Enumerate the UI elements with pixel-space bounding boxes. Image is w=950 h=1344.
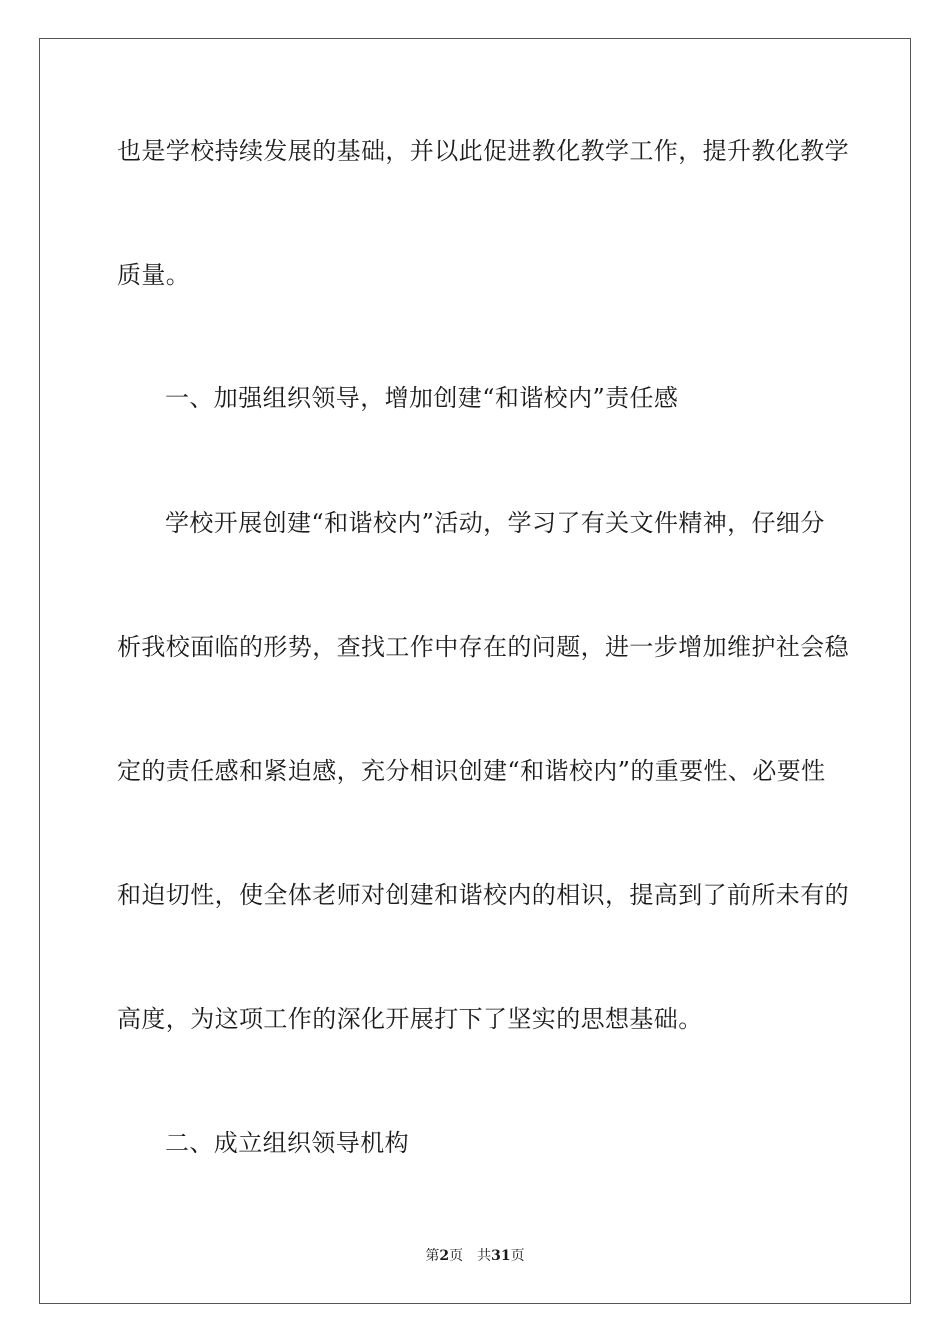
page-prefix: 第	[425, 1248, 440, 1264]
total-pages: 31	[491, 1248, 511, 1264]
page-suffix: 页	[449, 1248, 464, 1264]
total-prefix: 共	[477, 1248, 492, 1264]
body-line-3: 学校开展创建“和谐校内”活动，学习了有关文件精神，仔细分	[165, 509, 825, 537]
section-heading-2: 二、成立组织领导机构	[165, 1129, 409, 1157]
page-border	[39, 38, 911, 1304]
section-heading-1: 一、加强组织领导，增加创建“和谐校内”责任感	[165, 384, 679, 412]
page-footer	[0, 1246, 950, 1266]
body-line-2: 质量。	[117, 261, 191, 289]
body-line-7: 高度，为这项工作的深化开展打下了坚实的思想基础。	[117, 1005, 703, 1033]
body-line-6: 和迫切性，使全体老师对创建和谐校内的相识，提高到了前所未有的	[117, 881, 849, 909]
body-line-5: 定的责任感和紧迫感，充分相识创建“和谐校内”的重要性、必要性	[117, 757, 826, 785]
body-line-4: 析我校面临的形势，查找工作中存在的问题，进一步增加维护社会稳	[117, 633, 849, 661]
total-suffix: 页	[510, 1248, 525, 1264]
body-line-1: 也是学校持续发展的基础，并以此促进教化教学工作，提升教化教学	[117, 137, 849, 165]
page-number: 2	[439, 1248, 450, 1264]
